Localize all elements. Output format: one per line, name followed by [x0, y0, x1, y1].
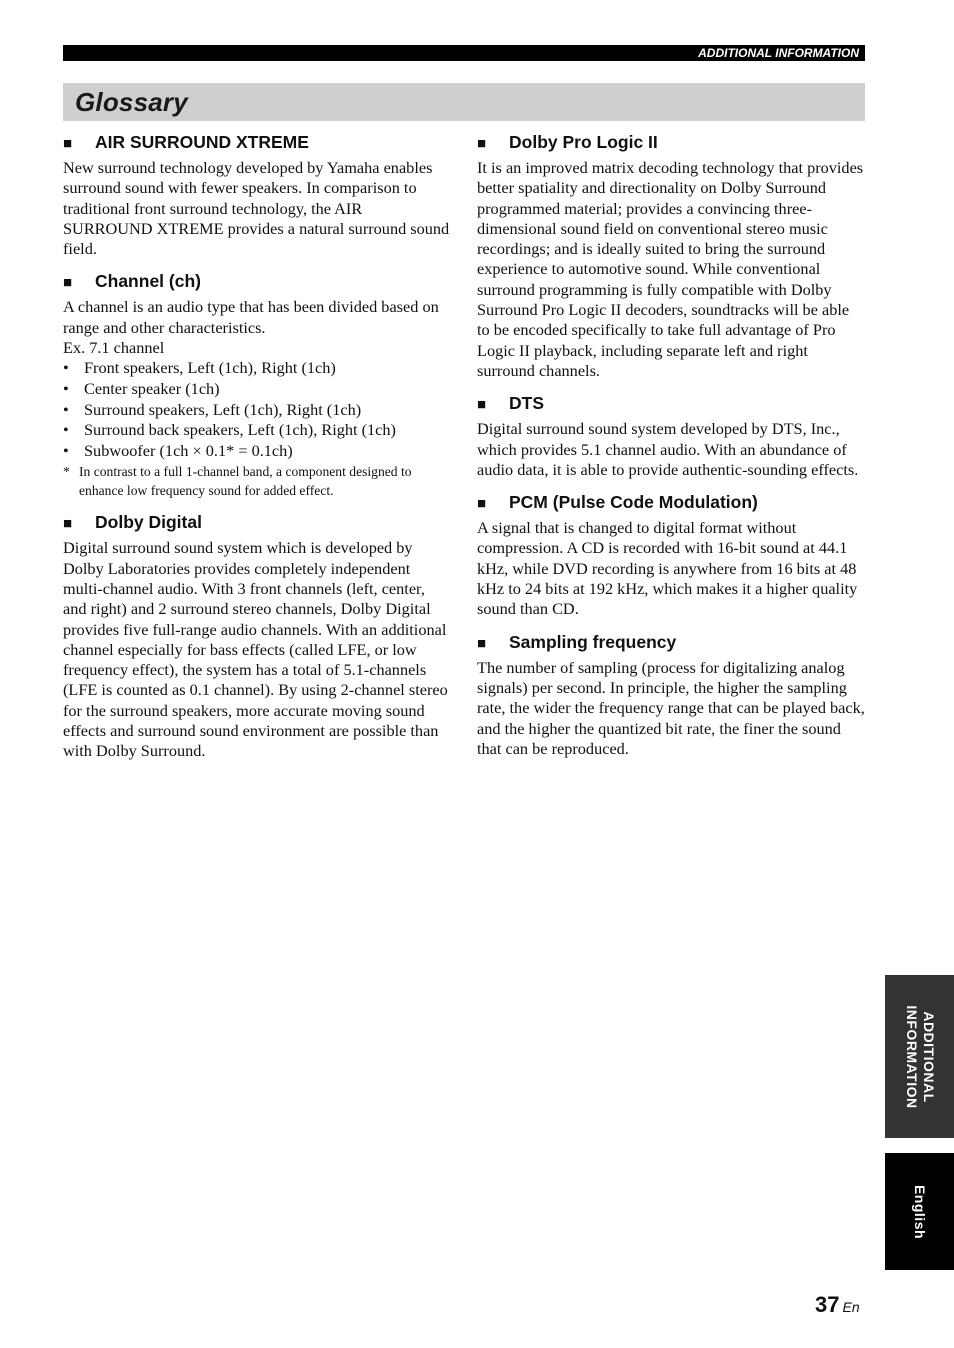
header-section-label: ADDITIONAL INFORMATION	[698, 46, 859, 60]
bullet-icon: •	[63, 440, 69, 460]
channel-list	[63, 358, 451, 461]
side-tab-label: ADDITIONAL INFORMATION	[903, 1004, 937, 1109]
glossary-entry-dolby-digital	[63, 510, 451, 761]
glossary-entry-pcm	[477, 490, 865, 619]
title-band	[63, 83, 865, 121]
square-bullet-icon: ■	[477, 495, 487, 513]
entry-body: New surround technology developed by Yamaha enables surround sound with fewer speakers. In comparison to traditional front surround technology, the AIR SURROUND XTREME provides a natural surround sound field.	[63, 158, 450, 259]
side-tab-english[interactable]	[885, 1153, 954, 1270]
entry-body: It is an improved matrix decoding technology that provides better spatiality and directionality on Dolby Surround programmed material; provides a convincing three-dimensional sound field on conventional stereo music recordings; and is ideally suited to bring the surround experience to automotive sound. While conventional surround programming is fully compatible with Dolby Surround Pro Logic II decoders, soundtracks will be able to be encoded specifically to take full advantage of Pro Logic II playback, including separate left and right surround channels.	[477, 158, 864, 380]
square-bullet-icon: ■	[477, 396, 487, 414]
entry-body: A signal that is changed to digital format without compression. A CD is recorded with 16-bit sound at 44.1 kHz, while DVD recording is anywhere from 16 bits at 48 kHz to 24 bits at 192 kHz, which makes it a higher quality sound than CD.	[477, 518, 858, 619]
list-item: • Surround speakers, Left (1ch), Right (1ch)	[63, 399, 362, 419]
square-bullet-icon: ■	[63, 274, 73, 292]
header-bar	[63, 45, 865, 61]
entry-heading: ■ Dolby Digital	[63, 510, 451, 536]
right-column	[477, 130, 865, 769]
entry-body: Digital surround sound system developed by DTS, Inc., which provides 5.1 channel audio. With an abundance of audio data, it is able to provide authentic-sounding effects.	[477, 419, 859, 479]
entry-heading: ■ DTS	[477, 391, 865, 417]
page-title: Glossary	[75, 87, 188, 117]
list-item: • Surround back speakers, Left (1ch), Right (1ch)	[63, 420, 396, 440]
entry-heading: ■ AIR SURROUND XTREME	[63, 130, 451, 156]
list-item: • Front speakers, Left (1ch), Right (1ch)	[63, 358, 336, 378]
entry-heading: ■ PCM (Pulse Code Modulation)	[477, 490, 865, 516]
entry-body: A channel is an audio type that has been divided based on range and other characteristics.	[63, 297, 439, 337]
entry-body: Digital surround sound system which is developed by Dolby Laboratories provides completely independent multi-channel audio. With 3 front channels (left, center, and right) and 2 surround stereo channels, Dolby Digital provides five full-range audio channels. With an additional channel especially for bass effects (called LFE, or low frequency effect), the system has a total of 5.1-channels (LFE is counted as 0.1 channel). By using 2-channel stereo for the surround speakers, more accurate moving sound effects and surround sound environment are possible than with Dolby Surround.	[63, 538, 448, 761]
bullet-icon: •	[63, 378, 69, 398]
side-tab-additional-information[interactable]	[885, 975, 954, 1138]
glossary-entry-dts	[477, 391, 865, 480]
square-bullet-icon: ■	[477, 135, 487, 152]
entry-body: The number of sampling (process for digitalizing analog signals) per second. In principle, the higher the sampling rate, the wider the frequency range that can be played back, and the higher the quantized bit rate, the finer the sound that can be reproduced.	[477, 657, 865, 758]
bullet-icon: •	[63, 399, 69, 419]
bullet-icon: •	[63, 420, 69, 440]
list-item: • Subwoofer (1ch × 0.1* = 0.1ch)	[63, 440, 293, 460]
entry-heading: ■ Sampling frequency	[477, 630, 865, 656]
side-tab-label: English	[911, 1184, 928, 1239]
entry-heading: ■ Channel (ch)	[63, 269, 451, 295]
left-column	[63, 130, 451, 772]
glossary-entry-channel	[63, 269, 451, 500]
asterisk-icon: *	[63, 464, 70, 480]
footnote: * In contrast to a full 1-channel band, a component designed to enhance low frequency sound for added effect.	[63, 464, 412, 499]
glossary-entry-sampling	[477, 630, 865, 759]
page-number: 37 En	[815, 1292, 860, 1317]
square-bullet-icon: ■	[63, 515, 73, 533]
square-bullet-icon: ■	[477, 634, 487, 652]
bullet-icon: •	[63, 358, 69, 378]
entry-heading: ■ Dolby Pro Logic II	[477, 130, 865, 156]
entry-example: Ex. 7.1 channel	[63, 338, 165, 358]
square-bullet-icon: ■	[63, 135, 73, 152]
glossary-entry-pro-logic	[477, 130, 865, 381]
glossary-entry-air-surround	[63, 130, 451, 259]
list-item: • Center speaker (1ch)	[63, 378, 220, 398]
page-suffix: En	[842, 1299, 860, 1315]
